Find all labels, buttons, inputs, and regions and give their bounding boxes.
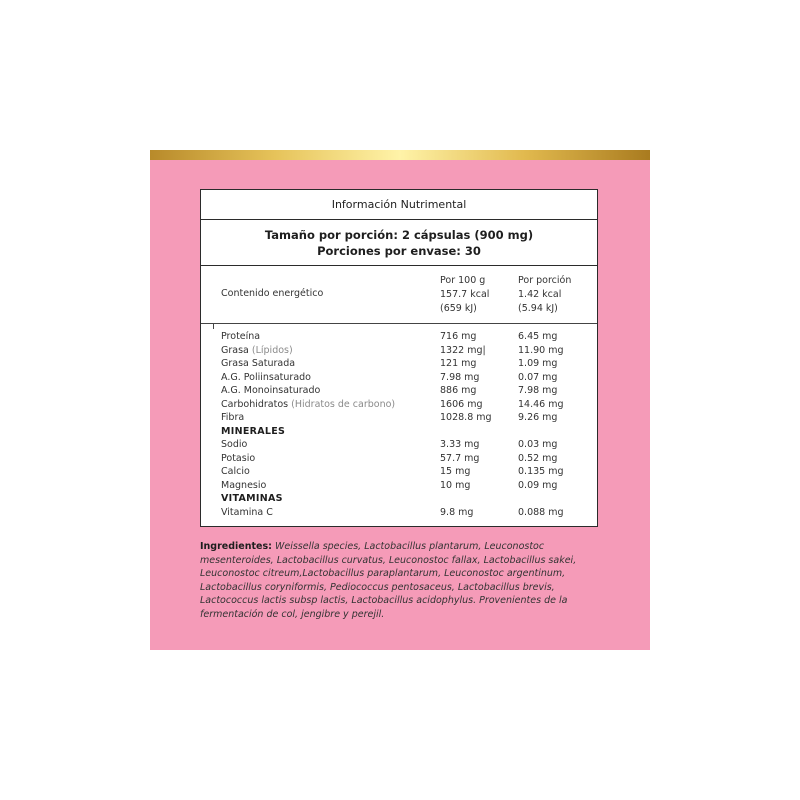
nutrient-row (201, 331, 597, 344)
nutrient-row (201, 426, 597, 439)
value-per-serving: 0.52 mg (518, 452, 558, 464)
serving-size: Tamaño por porción: 2 cápsulas (900 mg) (264, 228, 534, 242)
nutrient-row (201, 453, 597, 466)
value-per-serving: 1.09 mg (518, 358, 558, 369)
nutrient-name (221, 480, 266, 491)
nutrient-row (201, 399, 597, 412)
servings-per-container: Porciones por envase: 30 (317, 244, 481, 258)
nutrient-label: Grasa (221, 344, 252, 356)
ingredients-label: Ingredientes: (200, 541, 272, 552)
value-per-100g: 1322 mg| (440, 344, 486, 356)
nutrient-name (221, 345, 293, 356)
nutrient-alias: (Lípidos) (251, 344, 293, 356)
divider-tick (213, 323, 214, 329)
nutrient-name (221, 466, 250, 477)
per-100g-header: Por 100 g (440, 275, 486, 286)
value-per-100g: 9.8 mg (440, 506, 474, 518)
ingredients-block (200, 540, 600, 621)
ingredients-text: Weissella species, Lactobacillus plantarum, Leuconostoc mesenteroides, Lactobacillus curvatus, Leuconostoc fallax, Lactobacillus sakei, Leuconostoc citreum,Lactobacillus paraplantarum, Leuconostoc argentinum, Lactobacillus coryniformis, Pediococcus pentosaceus, Lactobacillus brevis, Lactococcus lactis subsp lactis, Lactobacillus acidophylus. Provenientes de la fermentación de col, jengibre y perejil. (200, 541, 577, 620)
nutrient-label: Calcio (221, 466, 250, 477)
value-per-serving: 0.07 mg (518, 371, 558, 383)
value-per-serving: 6.45 mg (518, 331, 558, 342)
nutrient-label: A.G. Monoinsaturado (221, 385, 321, 396)
divider-line (201, 323, 597, 324)
nutrient-row (201, 480, 597, 493)
nutrient-name (221, 331, 260, 342)
per-serving-header: Por porción (518, 275, 572, 286)
nutrient-row (201, 412, 597, 425)
nutrient-name (221, 507, 273, 518)
energy-label: Contenido energético (221, 288, 324, 299)
nutrient-label: A.G. Poliinsaturado (221, 371, 311, 383)
gold-stripe (150, 150, 650, 160)
per-100g-column (440, 274, 489, 316)
nutrient-row (201, 466, 597, 479)
nutrient-label: MINERALES (221, 425, 286, 437)
nutrient-alias: (Hidratos de carbono) (291, 398, 396, 410)
value-per-100g: 886 mg (440, 385, 477, 396)
value-per-100g: 7.98 mg (440, 371, 480, 383)
table-title: Información Nutrimental (201, 190, 597, 220)
nutrient-label: Carbohidratos (221, 398, 292, 410)
energy-kj-100g: (659 kJ) (440, 303, 477, 314)
nutrient-name (221, 493, 283, 504)
nutrient-row (201, 439, 597, 452)
value-per-serving: 0.03 mg (518, 439, 558, 450)
nutrient-label: Proteína (221, 331, 261, 342)
nutrient-name (221, 439, 247, 450)
value-per-100g: 15 mg (440, 466, 471, 477)
nutrient-name (221, 372, 311, 383)
nutrient-row (201, 345, 597, 358)
energy-kcal-100g: 157.7 kcal (440, 289, 490, 300)
nutrient-name (221, 385, 320, 396)
energy-kcal-serving: 1.42 kcal (518, 289, 562, 300)
value-per-serving: 9.26 mg (518, 412, 558, 423)
nutrition-table (200, 189, 598, 527)
value-per-serving: 7.98 mg (518, 385, 558, 396)
nutrient-label: VITAMINAS (221, 493, 283, 504)
per-serving-column (518, 274, 571, 316)
energy-kj-serving: (5.94 kJ) (518, 303, 558, 314)
nutrient-row (201, 507, 597, 520)
value-per-serving: 11.90 mg (518, 344, 564, 356)
serving-info (201, 220, 597, 266)
nutrient-row (201, 358, 597, 371)
value-per-100g: 57.7 mg (440, 452, 480, 464)
nutrient-name (221, 358, 295, 369)
value-per-100g: 121 mg (440, 358, 477, 369)
value-per-100g: 1606 mg (440, 398, 483, 410)
nutrient-name (221, 399, 395, 410)
value-per-100g: 3.33 mg (440, 439, 480, 450)
value-per-serving: 0.135 mg (518, 466, 564, 477)
value-per-serving: 0.088 mg (518, 506, 564, 518)
nutrient-row (201, 372, 597, 385)
nutrient-label: Magnesio (221, 479, 267, 491)
value-per-serving: 0.09 mg (518, 479, 558, 491)
nutrient-label: Sodio (221, 439, 248, 450)
nutrient-name (221, 412, 244, 423)
nutrient-name (221, 453, 255, 464)
product-panel (150, 150, 650, 650)
nutrient-label: Potasio (221, 452, 256, 464)
nutrient-row (201, 385, 597, 398)
nutrient-row (201, 493, 597, 506)
value-per-100g: 10 mg (440, 479, 471, 491)
nutrient-name (221, 426, 285, 437)
value-per-100g: 716 mg (440, 331, 477, 342)
value-per-serving: 14.46 mg (518, 398, 564, 410)
nutrient-label: Vitamina C (221, 506, 273, 518)
nutrient-label: Grasa Saturada (221, 358, 296, 369)
value-per-100g: 1028.8 mg (440, 412, 492, 423)
nutrient-label: Fibra (221, 412, 245, 423)
